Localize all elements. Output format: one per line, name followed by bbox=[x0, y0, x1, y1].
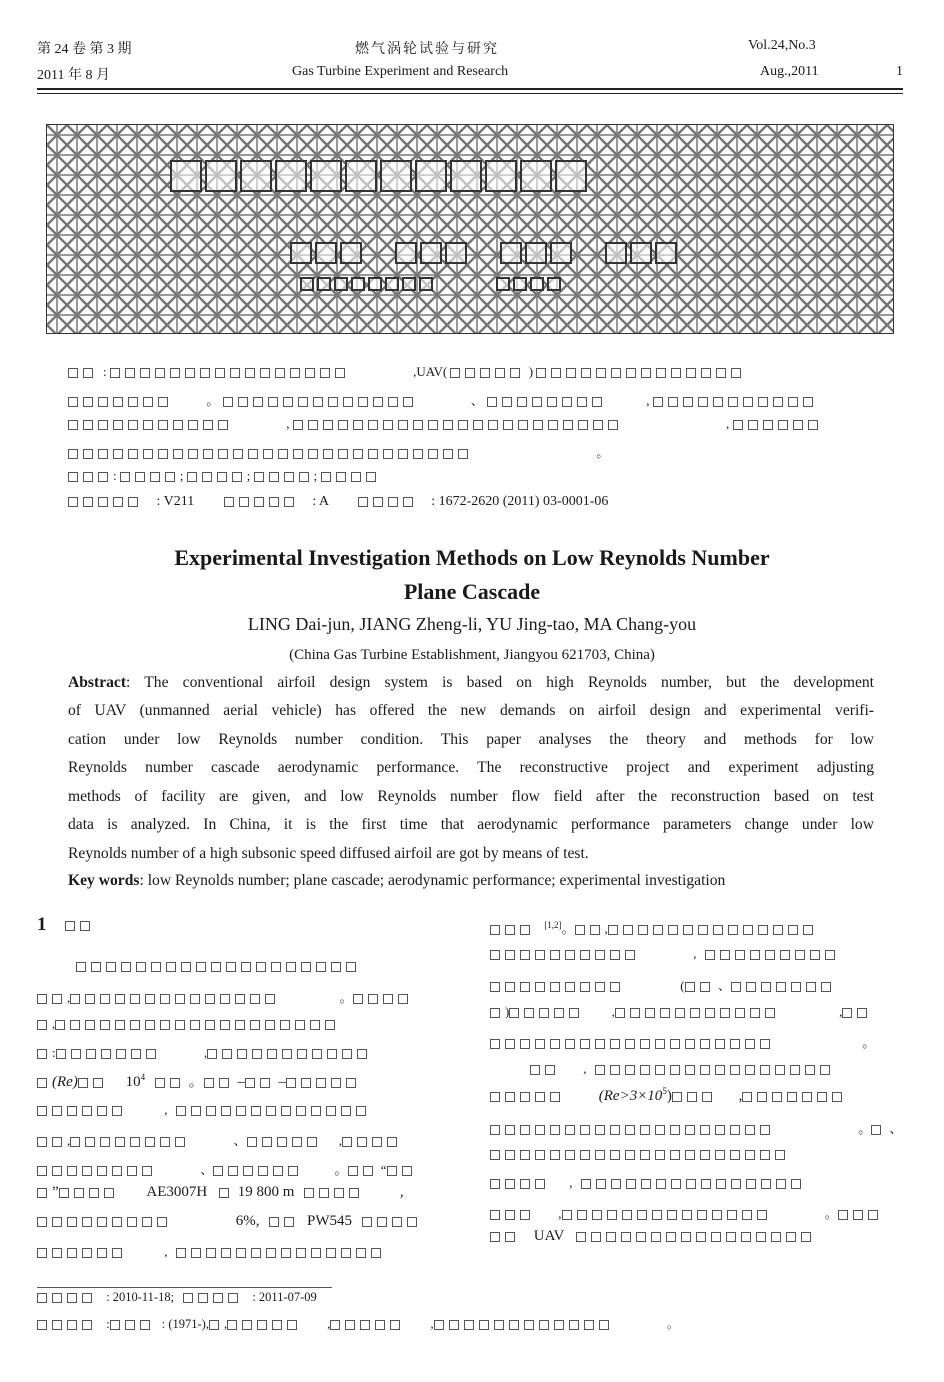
left-col-line-2: , 。 bbox=[37, 987, 413, 1006]
left-col-line-11: , bbox=[37, 1244, 386, 1260]
cn-title-boxes bbox=[170, 160, 587, 192]
left-col-line-5: (Re) $10^4$ 。 – – bbox=[37, 1070, 361, 1091]
right-col-line-3: ( 、 bbox=[490, 975, 836, 994]
abstract-line-1: Abstract: The conventional airfoil design system is based on high Reynolds number, but the development bbox=[68, 674, 874, 691]
right-col-line-10: , bbox=[490, 1175, 806, 1191]
cn-abstract-line-2: 。 、 , bbox=[68, 390, 818, 409]
abstract-line-2: of UAV (unmanned aerial vehicle) has offered the new demands on airfoil design and experimental verifi- bbox=[68, 702, 874, 719]
left-col-line-3: , bbox=[37, 1016, 340, 1032]
keywords-label: Key words bbox=[68, 872, 140, 889]
right-col-line-11: , 。 bbox=[490, 1203, 883, 1222]
footnote-author: : : (1971-), , , , 。 bbox=[37, 1314, 679, 1332]
english-title-line-2: Plane Cascade bbox=[403, 579, 541, 604]
english-title-line-1: Experimental Investigation Methods on Low Reynolds Number bbox=[174, 545, 770, 570]
cn-abstract-line-3: , , bbox=[68, 416, 823, 432]
header-rule-thick bbox=[37, 88, 903, 90]
header-journal-en: Gas Turbine Experiment and Research bbox=[292, 64, 509, 79]
section-heading: 1 bbox=[37, 914, 95, 936]
header-volume-cn: 第 24 卷 第 3 期 bbox=[37, 42, 132, 57]
left-col-line-7: , 、 , bbox=[37, 1130, 402, 1149]
abstract-label: Abstract bbox=[68, 674, 127, 691]
left-col-line-10: 6%, PW545 bbox=[37, 1213, 422, 1230]
abstract-line-7: Reynolds number of a high subsonic speed diffused airfoil are got by means of test. bbox=[68, 845, 589, 862]
keywords-line: Key words: low Reynolds number; plane cascade; aerodynamic performance; experimental investigation bbox=[68, 872, 726, 889]
header-volume-en: Vol.24,No.3 bbox=[748, 38, 816, 53]
footnote-rule bbox=[37, 1287, 332, 1288]
english-authors: LING Dai-jun, JIANG Zheng-li, YU Jing-tao, MA Chang-you bbox=[247, 614, 697, 634]
cn-affiliation-boxes bbox=[300, 277, 561, 291]
right-col-line-12: UAV bbox=[490, 1228, 816, 1245]
right-col-line-7: $(Re>3\times 10^5)$ , bbox=[490, 1086, 847, 1105]
abstract-line-5: methods of facility are given, and low Reynolds number flow field after the reconstruction based on test bbox=[68, 788, 874, 805]
abstract-line-4: Reynolds number cascade aerodynamic performance. The reconstructive project and experiment adjusting bbox=[68, 759, 874, 776]
right-col-line-1: [1,2]。 , bbox=[490, 918, 818, 937]
header-journal-cn: 燃气涡轮试验与研究 bbox=[355, 42, 499, 57]
english-affiliation: (China Gas Turbine Establishment, Jiangyou 621703, China) bbox=[289, 647, 655, 663]
cn-abstract-line-1: : ,UAV( ) bbox=[68, 364, 746, 380]
left-col-line-8: 、 。 “ bbox=[37, 1159, 417, 1178]
left-col-line-1 bbox=[76, 958, 361, 974]
left-col-line-9: ” AE3007H 19 800 m , bbox=[37, 1184, 404, 1201]
footnote-dates: : 2010-11-18; : 2011-07-09 bbox=[37, 1290, 317, 1305]
right-col-line-2: , bbox=[490, 946, 840, 962]
header-page-number: 1 bbox=[896, 64, 903, 79]
header-rule-thin bbox=[37, 93, 903, 94]
cn-classification: : V211 : A : 1672-2620 (2011) 03-0001-06 bbox=[68, 494, 608, 510]
right-col-line-5: 。 bbox=[490, 1032, 875, 1051]
cn-authors-boxes bbox=[290, 242, 677, 264]
abstract-line-6: data is analyzed. In China, it is the first time that aerodynamic performance parameters change under low bbox=[68, 816, 874, 833]
header-date-en: Aug.,2011 bbox=[760, 64, 819, 79]
cn-keywords: : ; ; ; bbox=[68, 468, 381, 484]
left-col-line-6: , bbox=[37, 1102, 371, 1118]
right-col-line-8: 。 、 bbox=[490, 1118, 903, 1137]
title-block-pattern bbox=[46, 124, 894, 334]
cn-abstract-line-4: 。 bbox=[68, 442, 609, 461]
right-col-line-9 bbox=[490, 1146, 790, 1162]
right-col-line-6: , bbox=[530, 1061, 835, 1077]
abstract-line-3: cation under low Reynolds number condition. This paper analyses the theory and methods for low bbox=[68, 731, 874, 748]
right-col-line-4: ) , , bbox=[490, 1004, 872, 1020]
left-col-line-4: : , bbox=[37, 1045, 372, 1061]
header-date-cn: 2011 年 8 月 bbox=[37, 68, 110, 83]
